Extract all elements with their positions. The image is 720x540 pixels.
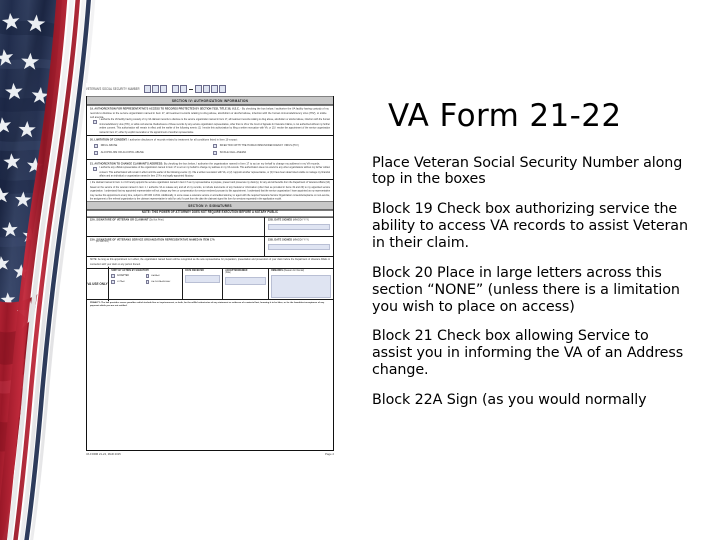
block-20-title-bold: 20. LIMITATION OF CONSENT: <box>90 137 128 142</box>
va-action-label: DENIED <box>151 274 160 278</box>
va-form-21-22-image <box>86 83 334 467</box>
signature-22a-label: 22A. SIGNATURE OF VETERAN OR CLAIMANT (Do Not Print) <box>90 218 164 222</box>
notary-note: NOTE: THIS POWER OF ATTORNEY DOES NOT REQUIRE EXECUTION BEFORE A NOTARY PUBLIC <box>87 209 333 217</box>
va-accepted-denied-input[interactable] <box>225 277 266 285</box>
block-21-checkbox-row <box>90 167 330 178</box>
bullet-item: Block 22A Sign (as you would normally <box>372 392 647 408</box>
va-action-header: SORT BY ACTION BY SIGNATORY <box>111 270 150 273</box>
ssn-cell[interactable] <box>172 85 179 93</box>
condition-item[interactable] <box>92 150 211 155</box>
ssn-boxes <box>144 85 226 93</box>
form-body <box>86 96 334 451</box>
condition-item[interactable] <box>211 143 330 148</box>
block-20-title <box>90 138 330 142</box>
block-19 <box>87 105 333 136</box>
block-21-title-bold: 21. AUTHORIZATION TO CHANGE CLAIMANT'S ADDRESS: <box>90 161 164 166</box>
form-page <box>86 83 334 467</box>
va-action-label: RETURNED/FILED <box>151 281 171 284</box>
block-21 <box>87 160 333 180</box>
va-action-checkbox[interactable] <box>111 280 115 284</box>
date-23b-input[interactable] <box>268 244 330 251</box>
signature-23a-label: 23A. SIGNATURE OF VETERANS SERVICE ORGANIZATION REPRESENTATIVE NAMED IN ITEM 17A <box>90 238 215 242</box>
signature-row <box>87 237 333 257</box>
flag-red-field <box>0 290 44 540</box>
section-5-header: SECTION V: SIGNATURES <box>87 201 333 210</box>
va-use-only-tag: VA USE ONLY <box>87 266 109 301</box>
date-23b-label: 23B. DATE SIGNED (MM/DD/YYYY) <box>268 238 310 242</box>
date-22b-label: 22B. DATE SIGNED (MM/DD/YYYY) <box>268 218 310 222</box>
date-field-22b[interactable] <box>265 217 333 236</box>
va-date-received-column <box>183 269 223 299</box>
ssn-cell[interactable] <box>219 85 226 93</box>
flag-stripes <box>1 0 94 540</box>
ssn-label: VETERAN'S SOCIAL SECURITY NUMBER <box>86 87 140 91</box>
block-21-checkbox[interactable] <box>93 167 97 171</box>
va-action-checkbox[interactable] <box>111 274 115 278</box>
condition-checkbox[interactable] <box>94 151 98 155</box>
form-footer <box>86 453 334 457</box>
signature-23a-sublabel: (Do Not Print) <box>96 241 109 244</box>
section-4-header: SECTION IV: AUTHORIZATION INFORMATION <box>87 96 333 105</box>
condition-label: ALCOHOLISM OR ALCOHOL ABUSE <box>100 150 144 155</box>
va-action-item[interactable] <box>111 274 145 278</box>
va-accepted-denied-sub: (Date) <box>225 272 231 275</box>
va-action-item[interactable] <box>146 274 180 278</box>
ssn-cell[interactable] <box>211 85 218 93</box>
va-remarks-column <box>269 269 333 299</box>
condition-item[interactable] <box>211 150 330 155</box>
va-action-column <box>109 269 183 299</box>
va-action-item[interactable] <box>146 280 180 284</box>
flag-stars <box>0 12 50 307</box>
signature-field-22a[interactable] <box>87 217 265 236</box>
form-footer-left: VA FORM 21-22, MAR 2015 <box>86 452 121 457</box>
va-remarks-input[interactable] <box>271 275 331 298</box>
condition-checkbox[interactable] <box>94 144 98 148</box>
condition-checkbox[interactable] <box>213 151 217 155</box>
va-action-label: ACCEPTED <box>116 274 129 278</box>
signature-field-23a[interactable] <box>87 237 265 256</box>
bullet-item: Block 19 Check box authorizing service the ability to access VA records to assist Veteran in their claim. <box>372 201 688 251</box>
condition-label: INFECTION WITH THE HUMAN IMMUNODEFICIENCY VIRUS (HIV) <box>219 143 299 148</box>
bullet-item: Block 21 Check box allowing Service to assist you in informing the VA of an Address change. <box>372 328 684 379</box>
block-19-checkbox-row <box>90 119 330 133</box>
ssn-cell[interactable] <box>203 85 210 93</box>
va-action-label: OTHER <box>116 281 125 284</box>
va-use-only-row <box>87 269 333 300</box>
bullet-item: Place Veteran Social Security Number along top in the boxes <box>372 154 683 188</box>
representation-note: NOTE: As long as this appointment is in effect, the organization named herein will be recognized as the sole representative for preparation, presentation and prosecution of your claim before the Department of Veterans Affairs in connection with your claim or any portion thereof. <box>90 258 330 266</box>
ssn-cell[interactable] <box>195 85 202 93</box>
va-accepted-denied-header: ACCEPTED/DENIED <box>225 270 248 273</box>
date-field-23b[interactable] <box>265 237 333 256</box>
block-21-checkbox-text: I authorize any official representative of the organization named in Item 17 to act on my behalf to change my address in my VA records. This authorization does not extend to any other organizations without my further written consent. This authorization will remain in effect until the earlier of the following events: (1) I file a written revocation with VA; or (2) I appoint another representative, or (3) I have been determined unable to manage my financial affairs and an individual or organization named in Item 17A is my legally appointed fiduciary. <box>99 166 330 178</box>
consent-paragraph-block <box>87 180 333 202</box>
flag-canton <box>0 0 85 325</box>
consent-paragraph: I, the claimant named in Item 1 or 10 hereby appoint the service organization named in Item 17 as my representative to prepare, present and prosecute my claim(s), for any and all benefits from the Department of Veterans Affairs (VA) based on the service of the veteran named in Item 1. I authorize VA to release any and all of my records, to include documents of any Federal or information (other than as provided in Items 19 and 20) to my appointed service organization. I understand that my appointed representative will not charge any fees or compensation for service rendered pursuant to this appointment. I understand that the service organization I have appointed as my representative may revoke this appointment at any time, subject to 38 CFR 14.631. Additionally, in some cases a veterans service or accredited attorney or agent with the required Veterans Service Organization consent/acceptance on non-service, the assignment of the referral organization to the claimant representative is valid for only if a part from the date the claimant signs this form for services requested in the application model. <box>90 181 330 201</box>
va-action-checkbox[interactable] <box>146 280 150 284</box>
va-action-checkbox[interactable] <box>146 274 150 278</box>
representation-note-block <box>87 257 333 269</box>
va-date-received-header: DATE RECEIVED <box>185 270 204 273</box>
slide-content <box>372 100 692 409</box>
condition-label: SICKLE CELL ANEMIA <box>219 150 247 155</box>
slide-title: VA Form 21-22 <box>388 98 622 134</box>
block-19-checkbox[interactable] <box>93 120 97 124</box>
ssn-cell[interactable] <box>160 85 167 93</box>
condition-label: DRUG ABUSE <box>100 143 118 148</box>
ssn-cell[interactable] <box>180 85 187 93</box>
va-action-item[interactable] <box>111 280 145 284</box>
condition-item[interactable] <box>92 143 211 148</box>
block-21-title <box>90 162 330 166</box>
block-21-title-rest: By checking the box below, I authorize the organization named in Item 17 to act on my behalf to change my address in my VA records. <box>163 161 321 166</box>
block-20-conditions <box>90 143 330 157</box>
form-footer-right: Page 2 <box>325 452 334 457</box>
block-19-title-rest: - By checking the box below, I authorize the VA facility having custody of my records to disclose to the service organization named in Item 17, all treatment records relating to drug abuse, alcoholism or alcohol abuse, infection with the human immunodeficiency virus (HIV), or sickle cell anemia. <box>90 106 329 120</box>
va-accepted-denied-column <box>223 269 269 299</box>
date-22b-input[interactable] <box>268 224 330 231</box>
ssn-cell[interactable] <box>144 85 151 93</box>
block-19-title-bold: 19. AUTHORIZATION FOR REPRESENTATIVE'S ACCESS TO RECORDS PROTECTED BY SECTION 7332, TITLE 38, U.S.C. <box>90 106 240 111</box>
bullet-item: Block 20 Place in large letters across this section “NONE” (unless there is a limitation you wish to place on access) <box>372 264 680 315</box>
condition-checkbox[interactable] <box>213 144 217 148</box>
va-remarks-header: REMARKS (Reason for Denial) <box>271 270 305 273</box>
ssn-row <box>86 83 334 95</box>
penalty-notice: PENALTY: The law provides severe penalties which include fine or imprisonment, or both, for the willful submission of any statement or evidence of a material fact, knowing it to be false, or for the fraudulent acceptance of any payment which you are not entitled. <box>90 301 325 307</box>
block-19-checkbox-text: I authorize the VA facility having custody of my VA claimant records to disclose to the service organization named in Item 17, all treatment records relating to drug abuse, alcoholism or alcohol abuse, infection with the human immunodeficiency virus (HIV), or sickle cell anemia. Redisclosure of these records by any service organization representative, other than to VA or the Court of Appeals for Veterans Claims, is not authorized without my further written consent. This authorization will remain in effect until the earlier of the following events: (1) I revoke this authorization by filing a written revocation with VA; or (2) I revoke the appointment of the service organization named in Item 17, either by explicit revocation or the appointment of another representative. <box>99 119 330 135</box>
signature-row <box>87 217 333 237</box>
block-20-title-rest: I authorize disclosure of records related to treatment for all conditions listed in Item 19 except: <box>127 137 238 142</box>
va-action-grid <box>111 274 180 287</box>
block-20 <box>87 136 333 160</box>
ssn-cell[interactable] <box>152 85 159 93</box>
ssn-dash <box>189 89 193 90</box>
va-date-received-input[interactable] <box>185 275 220 283</box>
